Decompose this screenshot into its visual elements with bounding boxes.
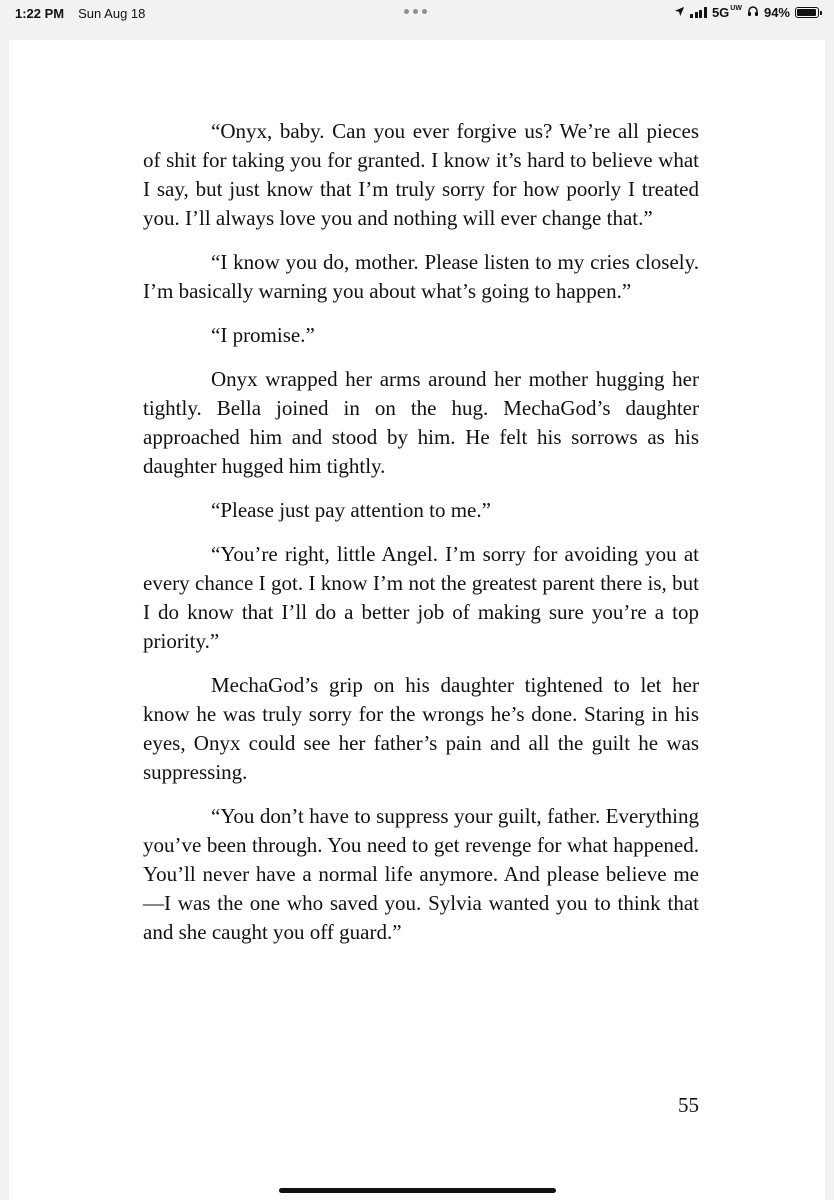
headphones-icon	[747, 5, 759, 20]
paragraph: “You’re right, little Angel. I’m sorry for avoiding you at every chance I got. I know I’m not the greatest parent there is, but I do know that I’ll do a better job of making sure you’re a top priority.”	[143, 542, 699, 653]
battery-icon	[795, 7, 819, 18]
network-type: 5G UW	[711, 5, 742, 20]
page-body	[143, 117, 699, 962]
paragraph: “I know you do, mother. Please listen to my cries closely. I’m basically warning you about what’s going to happen.”	[143, 250, 699, 303]
dot	[413, 9, 418, 14]
book-page[interactable]	[9, 40, 825, 1200]
status-bar	[0, 0, 834, 28]
dot	[404, 9, 409, 14]
more-dots-icon[interactable]	[404, 4, 427, 14]
paragraph: “Please just pay attention to me.”	[211, 498, 491, 522]
status-date: Sun Aug 18	[78, 6, 146, 21]
status-time: 1:22 PM	[15, 6, 65, 21]
network-suffix: UW	[730, 5, 742, 12]
status-left	[15, 6, 145, 21]
paragraph: “You don’t have to suppress your guilt, father. Everything you’ve been through. You need to get revenge for what happened. You’ll never have a normal life anymore. And please believe me—I was the one who saved you. Sylvia wanted you to think that and she caught you off guard.”	[143, 804, 699, 944]
paragraph: “I promise.”	[211, 323, 315, 347]
location-arrow-icon	[674, 5, 685, 20]
battery-percent: 94%	[763, 5, 790, 20]
paragraph: “Onyx, baby. Can you ever forgive us? We’re all pieces of shit for taking you for granted. I know it’s hard to believe what I say, but just know that I’m truly sorry for how poorly I treated you. I’ll always love you and nothing will ever change that.”	[143, 119, 699, 230]
signal-bars-icon	[690, 7, 707, 18]
dot	[422, 9, 427, 14]
page-number: 55	[678, 1093, 699, 1117]
status-right	[674, 5, 819, 20]
paragraph: MechaGod’s grip on his daughter tightened to let her know he was truly sorry for the wrongs he’s done. Staring in his eyes, Onyx could see her father’s pain and all the guilt he was suppressing.	[143, 673, 699, 784]
home-indicator[interactable]	[279, 1188, 556, 1193]
paragraph: Onyx wrapped her arms around her mother hugging her tightly. Bella joined in on the hug. MechaGod’s daughter approached him and stood by him. He felt his sorrows as his daughter hugged him tightly.	[143, 367, 699, 478]
